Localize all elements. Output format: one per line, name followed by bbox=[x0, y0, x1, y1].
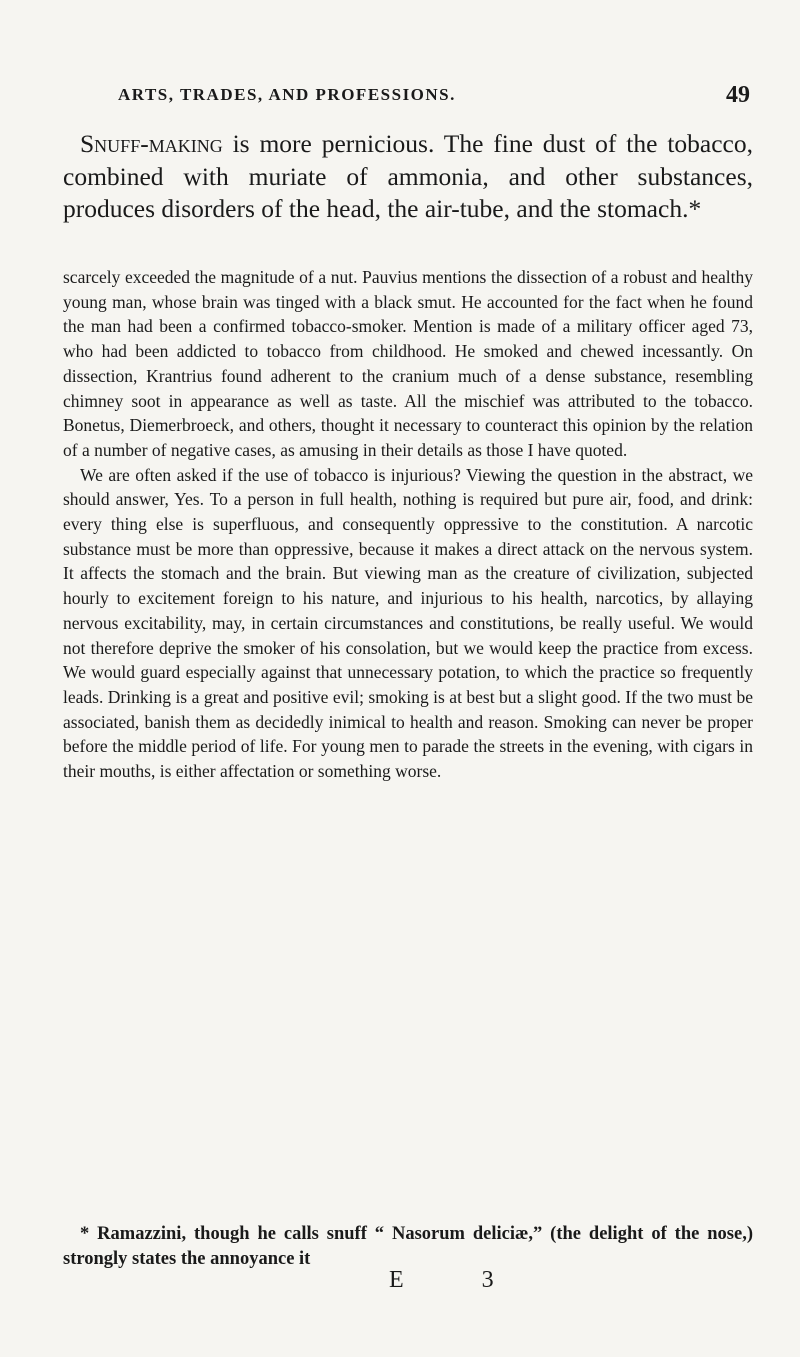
signature-mark: E 3 bbox=[389, 1267, 530, 1293]
footnote: * Ramazzini, though he calls snuff “ Nasorum deliciæ,” (the delight of the nose,) strongly states the annoyance it bbox=[63, 1224, 753, 1269]
note-paragraph-1: scarcely exceeded the magnitude of a nut. Pauvius mentions the dissection of a robust and healthy young man, whose brain was tinged with a black smut. He accounted for the fact when he found the man had been a confirmed tobacco-smoker. Mention is made of a military officer aged 73, who had been addicted to tobacco from childhood. He smoked and chewed incessantly. On dissection, Krantrius found adherent to the cranium much of a dense substance, resembling chimney soot in appearance as well as taste. All the mischief was attributed to the tobacco. Bonetus, Diemerbroeck, and others, thought it necessary to counteract this opinion by the relation of a number of negative cases, as amusing in their details as those I have quoted. bbox=[63, 267, 753, 460]
lead-term: Snuff-making bbox=[80, 129, 223, 158]
running-title: ARTS, TRADES, AND PROFESSIONS. bbox=[118, 85, 456, 104]
lead-text: is more pernicious. The fine dust of the tobacco, combined with muriate of ammonia, and other substances, produces disorders of the head, the air-tube, and the stomach.* bbox=[63, 129, 753, 223]
note-paragraph-2: We are often asked if the use of tobacco is injurious? Viewing the question in the abstract, we should answer, Yes. To a person in full health, nothing is required but pure air, food, and drink: every thing else is superfluous, and consequently oppressive to the constitution. A narcotic substance must be more than oppressive, because it makes a direct attack on the nervous system. It affects the stomach and the brain. But viewing man as the creature of civilization, subjected hourly to excitement foreign to his nature, and injurious to his health, narcotics, by allaying nervous excitability, may, in certain circumstances and constitutions, be really useful. We would not therefore deprive the smoker of his consolation, but we would keep the practice from excess. We would guard especially against that unnecessary potation, to which the practice so frequently leads. Drinking is a great and positive evil; smoking is at best but a slight good. If the two must be associated, banish them as decidedly inimical to health and reason. Smoking can never be proper before the middle period of life. For young men to parade the streets in the evening, with cigars in their mouths, is either affectation or something worse. bbox=[63, 464, 753, 782]
lead-paragraph bbox=[63, 128, 753, 226]
page-number: 49 bbox=[726, 82, 750, 108]
note-continuation bbox=[63, 265, 753, 784]
running-head bbox=[60, 82, 760, 115]
